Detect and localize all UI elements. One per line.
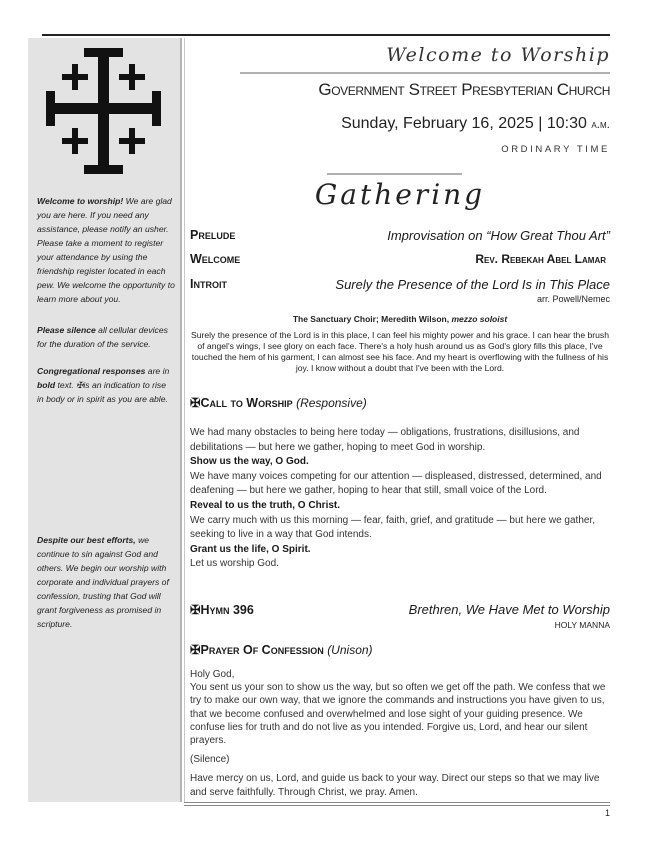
- response-line: Grant us the life, O Spirit.: [190, 543, 311, 555]
- call-to-worship-label: Call to Worship: [200, 396, 293, 410]
- bottom-rule-double: [184, 805, 610, 806]
- church-name-text: Government Street Presbyterian Church: [318, 80, 610, 99]
- welcome-label: Welcome: [190, 252, 241, 266]
- introit-lyrics: Surely the presence of the Lord is in this place, I can feel his mighty power and his grace. I can hear the brush of angel's wings, I see glory on each face. There's a holy hush around us as God's glory fills this place, I've touched the hem of his garment, I can almost see his face. And my heart is overflowing with the fullness of his joy. I know without a doubt that I've been with the Lord.: [191, 330, 609, 373]
- sidebar: [28, 38, 180, 802]
- section-title: Gathering: [314, 178, 486, 211]
- jerusalem-cross-icon: [46, 48, 161, 176]
- service-date-ampm: a.m.: [591, 117, 610, 131]
- service-date-text: Sunday, February 16, 2025 | 10:30: [341, 115, 592, 132]
- confession-label: Prayer Of Confession: [200, 643, 324, 657]
- hymn-number: Hymn 396: [200, 603, 254, 617]
- confession-salutation: Holy God,: [190, 669, 235, 680]
- top-rule: [42, 34, 610, 36]
- soloist-text: mezzo soloist: [451, 314, 508, 324]
- introit-performers: [190, 314, 610, 324]
- rise-icon: ✠: [190, 396, 201, 410]
- response-line: Reveal to us the truth, O Christ.: [190, 499, 341, 511]
- bottom-rule: [184, 802, 610, 803]
- confession-silence: (Silence): [190, 754, 230, 766]
- call-to-worship-mode: (Responsive): [296, 396, 367, 410]
- hymn-title: Brethren, We Have Met to Worship: [408, 602, 610, 617]
- confession-body: You sent us your son to show us the way, but so often we get off the path. We confess that we try to make our own way, that we ignore the commands and instructions you have given to us, that we become confused and overwhelmed and lose sight of your guiding presence. We confuse lies for truth and do not live as you intended. Forgive us, Lord, and hear our silent prayers.: [190, 682, 606, 747]
- response-line: Show us the way, O God.: [190, 456, 309, 468]
- hymn-tune: HOLY MANNA: [554, 620, 610, 630]
- rise-icon: ✠: [190, 643, 201, 657]
- introit-label: Introit: [190, 277, 227, 291]
- leader-line: We carry much with us this morning — fear, faith, grief, and gratitude — but here we gather, seeking to live in a way that God intends.: [190, 514, 596, 541]
- page-number: 1: [604, 808, 610, 818]
- welcome-leader: Rev. Rebekah Abel Lamar: [475, 252, 606, 266]
- prelude-label: Prelude: [190, 228, 236, 242]
- welcome-heading: Welcome to Worship: [386, 44, 610, 66]
- introit-title: Surely the Presence of the Lord Is in This Place: [335, 277, 610, 292]
- performers-text: The Sanctuary Choir; Meredith Wilson,: [292, 314, 452, 324]
- responses-note: Congregational responses are in bold text. ✠is an indication to rise in body or in spirit as you are able.: [37, 366, 170, 404]
- confession-note: Despite our best efforts, we continue to sin against God and others. We begin our worship with corporate and individual prayers of confession, trusting that God will grant forgiveness as promised in scripture.: [37, 535, 169, 629]
- sidebar-divider: [180, 38, 182, 802]
- prelude-title: Improvisation on “How Great Thou Art”: [387, 228, 610, 243]
- leader-line: We have many voices competing for our attention — displeased, distressed, determined, and deafening — but here we gather, hoping to hear that still, small voice of the Lord.: [190, 470, 602, 497]
- hymn-label: [190, 602, 254, 617]
- confession-heading: [190, 642, 373, 657]
- section-rule: [327, 173, 462, 175]
- sidebar-divider-inner: [184, 38, 185, 802]
- call-to-worship-heading: [190, 395, 367, 410]
- silence-note: Please silence all cellular devices for the duration of the service.: [37, 325, 168, 349]
- liturgical-season: ORDINARY TIME: [501, 144, 610, 155]
- header-rule: [240, 72, 610, 74]
- leader-line: We had many obstacles to being here today — obligations, frustrations, disillusions, and debilitations — but here we gather, hoping to meet God in worship.: [190, 427, 580, 453]
- church-name: [240, 80, 610, 100]
- confession-closing: Have mercy on us, Lord, and guide us back to your way. Direct our steps so that we may live and serve faithfully. Through Christ, we pray. Amen.: [190, 773, 600, 798]
- rise-icon: ✠: [190, 603, 201, 617]
- service-date: [240, 115, 610, 133]
- introit-arranger: arr. Powell/Nemec: [536, 294, 610, 304]
- leader-line: Let us worship God.: [190, 558, 279, 570]
- confession-mode: (Unison): [327, 643, 373, 657]
- welcome-note: Welcome to worship! We are glad you are here. If you need any assistance, please notify an usher. Please take a moment to register your attendance by using the friendship register located in each pew. We welcome the opportunity to learn more about you.: [37, 196, 175, 304]
- call-to-worship-text: [190, 426, 610, 572]
- confession-text: [190, 668, 610, 799]
